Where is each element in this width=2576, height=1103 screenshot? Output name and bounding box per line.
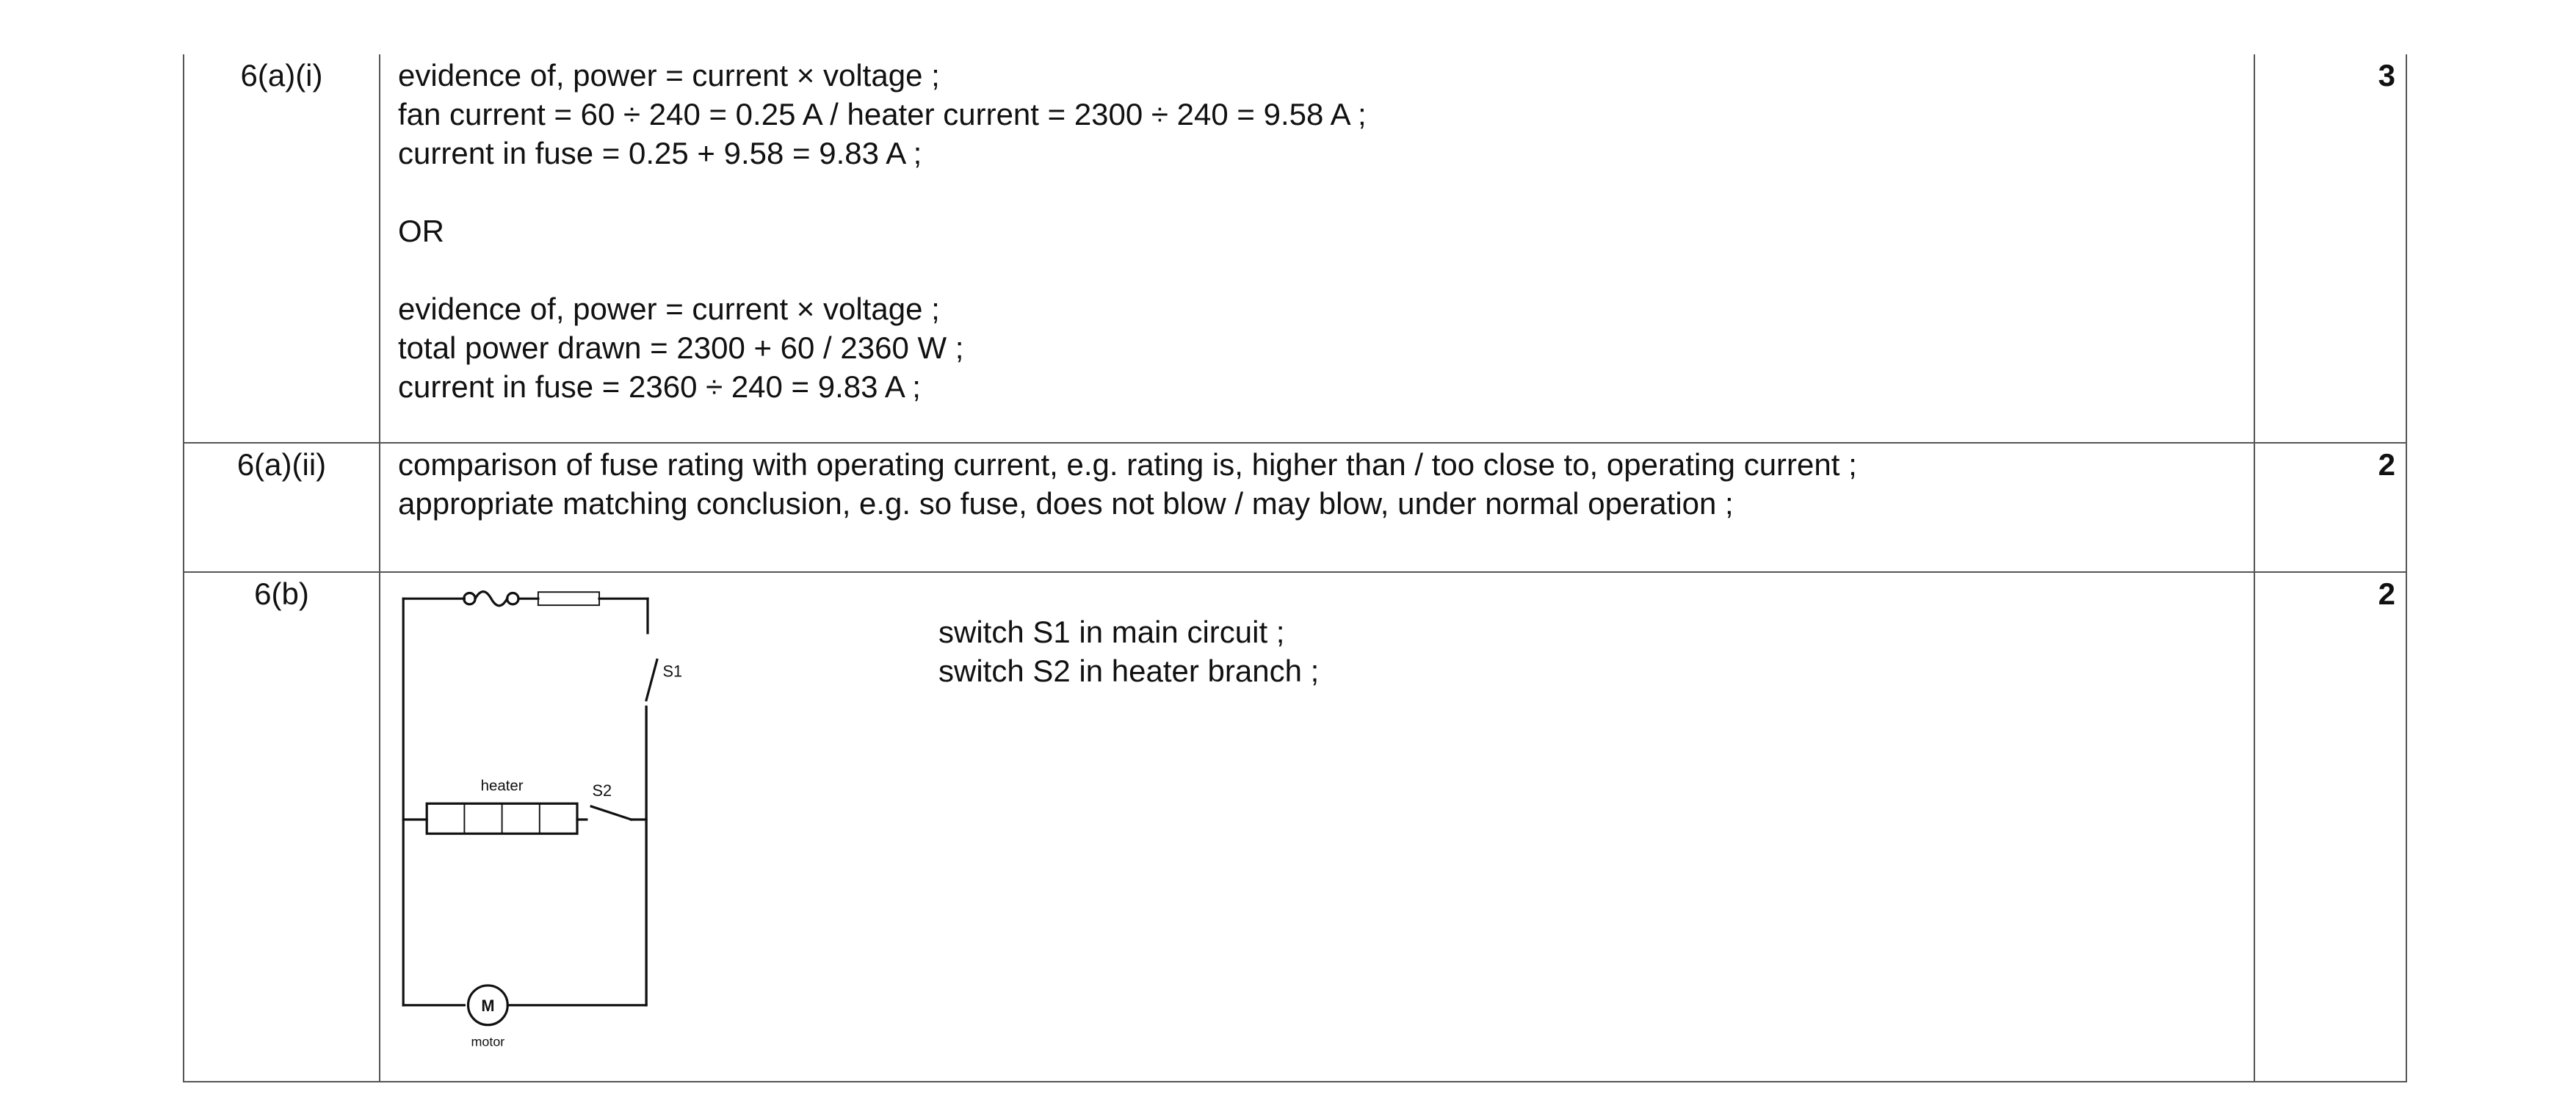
marks-value: 2 [2254, 572, 2406, 1082]
table-row [184, 54, 2406, 443]
answer-line: appropriate matching conclusion, e.g. so fuse, does not blow / may blow, under normal operation ; [398, 486, 1734, 521]
fuse-symbol [538, 592, 599, 605]
answer-line: switch S2 in heater branch ; [938, 654, 1320, 688]
circuit-diagram [389, 585, 859, 1055]
marks-value: 2 [2254, 443, 2406, 572]
table-row [184, 443, 2406, 572]
circuit-area [380, 573, 2254, 1057]
answer-line: current in fuse = 2360 ÷ 240 = 9.83 A ; [398, 369, 921, 404]
switch-s2 [591, 806, 631, 820]
answer-cell [380, 54, 2254, 443]
ac-supply-symbol [475, 592, 507, 606]
answer-line: total power drawn = 2300 + 60 / 2360 W ; [398, 330, 964, 365]
answer-cell [380, 443, 2254, 572]
mark-scheme-table [183, 54, 2407, 1082]
question-number: 6(b) [184, 572, 380, 1082]
supply-terminal-right [507, 593, 518, 604]
marks-value: 3 [2254, 54, 2406, 443]
answer-line: switch S1 in main circuit ; [938, 615, 1285, 649]
question-number: 6(a)(ii) [184, 443, 380, 572]
question-number: 6(a)(i) [184, 54, 380, 443]
answer-line: OR [398, 214, 444, 248]
heater-label: heater [480, 777, 524, 795]
answer-line: evidence of, power = current × voltage ; [398, 292, 940, 326]
supply-terminal-left [464, 593, 475, 604]
answer-line: fan current = 60 ÷ 240 = 0.25 A / heater current = 2300 ÷ 240 = 9.58 A ; [398, 97, 1367, 131]
answer-cell [380, 572, 2254, 1082]
switch-s1 [646, 659, 657, 700]
answer-text-block [938, 612, 1319, 690]
answer-line: current in fuse = 0.25 + 9.58 = 9.83 A ; [398, 136, 922, 170]
motor-label: motor [471, 1034, 505, 1049]
answer-line: evidence of, power = current × voltage ; [398, 58, 940, 93]
table-row [184, 572, 2406, 1082]
motor-symbol-letter: M [481, 997, 495, 1016]
switch-s1-label: S1 [662, 662, 683, 681]
switch-s2-label: S2 [592, 781, 612, 800]
answer-line: comparison of fuse rating with operating current, e.g. rating is, higher than / too close to, operating current ; [398, 447, 1857, 482]
